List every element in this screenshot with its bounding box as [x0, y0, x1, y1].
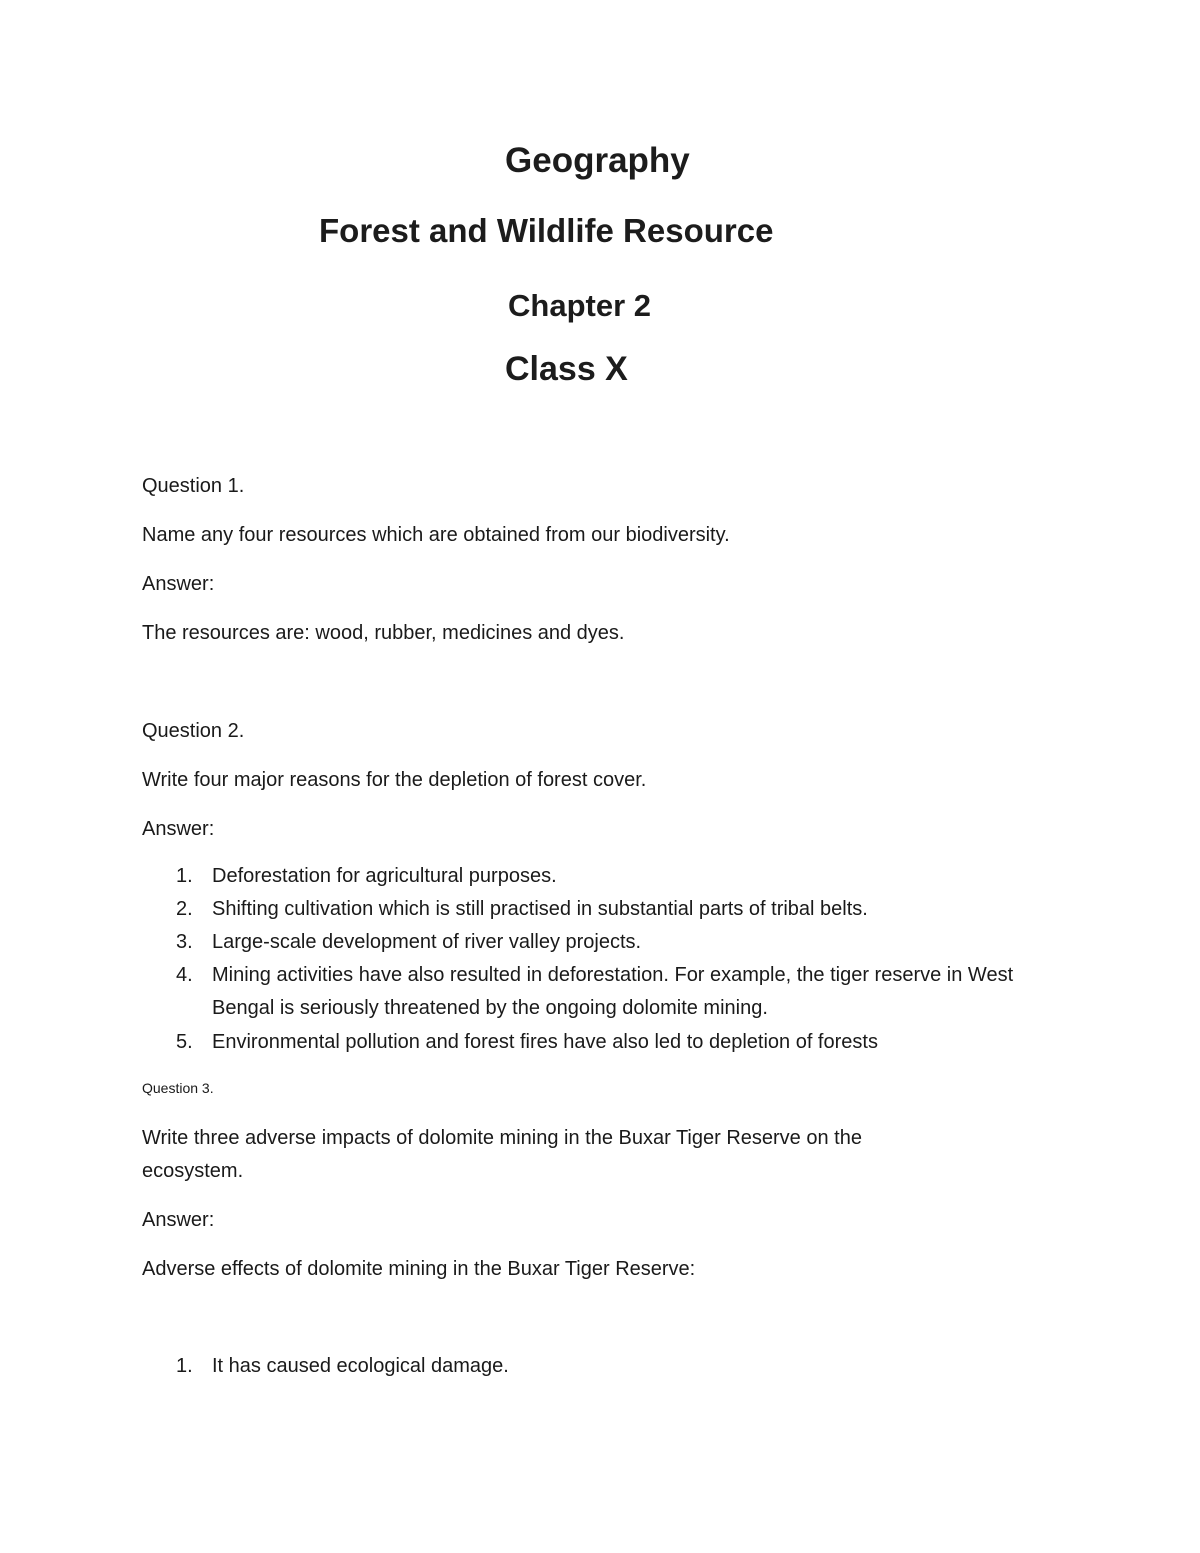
list-item-text: Large-scale development of river valley projects. — [212, 931, 642, 953]
question-3-label: Question 3. — [142, 1080, 214, 1096]
list-item-number: 1. — [176, 1355, 193, 1377]
question-1-answer-label: Answer: — [142, 573, 215, 595]
question-2-answer-label: Answer: — [142, 818, 215, 840]
question-3-answer-label: Answer: — [142, 1209, 215, 1231]
question-1-label: Question 1. — [142, 475, 245, 497]
list-item-number: 3. — [176, 931, 193, 953]
list-item-text: Mining activities have also resulted in deforestation. For example, the tiger reserve in West Bengal is seriously threatened by the ongoing dolomite mining. — [212, 964, 1014, 1019]
subject-heading: Geography — [505, 141, 690, 180]
question-3-text-line-2: ecosystem. — [142, 1160, 244, 1182]
question-3-text-line-1: Write three adverse impacts of dolomite mining in the Buxar Tiger Reserve on the — [142, 1127, 862, 1149]
list-item-text: Environmental pollution and forest fires have also led to depletion of forests — [212, 1031, 878, 1053]
question-1-answer-text: The resources are: wood, rubber, medicines and dyes. — [142, 622, 625, 644]
chapter-title-heading: Forest and Wildlife Resource — [319, 212, 774, 249]
list-item-number: 5. — [176, 1031, 193, 1053]
list-item-text: Deforestation for agricultural purposes. — [212, 865, 557, 887]
list-item-number: 2. — [176, 898, 193, 920]
question-2-text: Write four major reasons for the depletion of forest cover. — [142, 769, 647, 791]
question-2-label: Question 2. — [142, 720, 245, 742]
chapter-number-heading: Chapter 2 — [508, 288, 651, 323]
list-item-number: 1. — [176, 865, 193, 887]
list-item-text: Shifting cultivation which is still practised in substantial parts of tribal belts. — [212, 898, 868, 920]
list-item-text: It has caused ecological damage. — [212, 1355, 509, 1377]
class-heading: Class X — [505, 350, 628, 388]
question-1-text: Name any four resources which are obtained from our biodiversity. — [142, 524, 730, 546]
question-3-answer-intro: Adverse effects of dolomite mining in the Buxar Tiger Reserve: — [142, 1258, 696, 1280]
list-item-number: 4. — [176, 964, 193, 986]
